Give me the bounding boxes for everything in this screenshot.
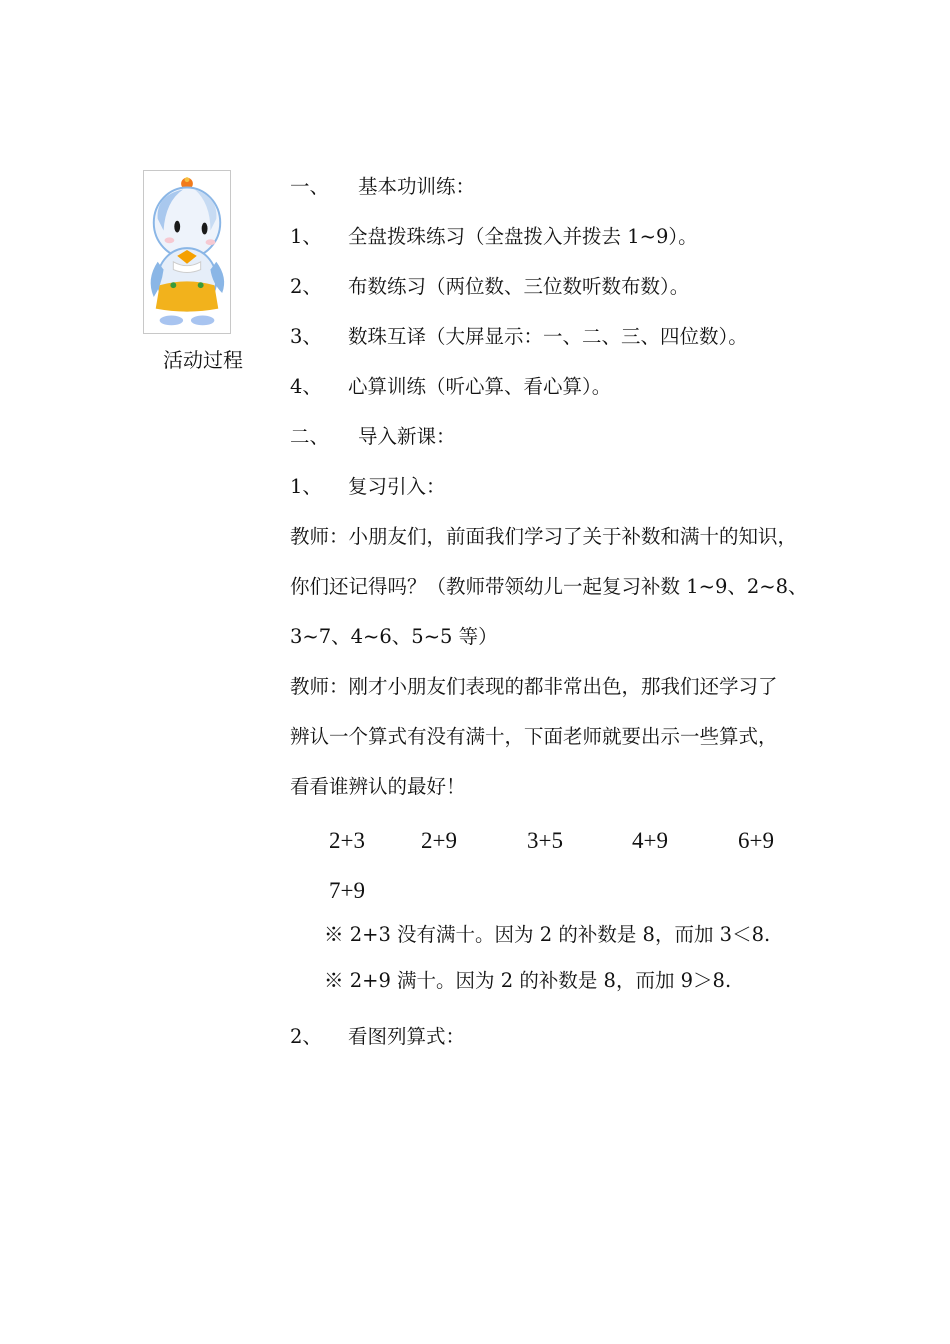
expression: 6+9 — [738, 828, 774, 853]
side-label: 活动过程 — [163, 348, 243, 372]
expression-row — [290, 870, 870, 920]
expression: 7+9 — [329, 878, 365, 903]
item-number: 2、 — [290, 275, 322, 298]
penguin-mascot-icon — [144, 171, 230, 333]
section-title: 导入新课： — [358, 425, 456, 448]
section-title: 基本功训练： — [358, 175, 476, 198]
teacher-paragraph-2 — [290, 670, 870, 820]
item-number: 3、 — [290, 325, 322, 348]
item-number: 1、 — [290, 475, 322, 498]
item-text: 数珠互译（大屏显示：一、二、三、四位数）。 — [348, 325, 748, 348]
section-number: 二、 — [290, 425, 330, 448]
section-number: 一、 — [290, 175, 330, 198]
note-line: ※ 2+3 没有满十。因为 2 的补数是 8，而加 3＜8. — [324, 923, 771, 946]
note-line: ※ 2+9 满十。因为 2 的补数是 8，而加 9＞8. — [324, 969, 732, 992]
list-item — [290, 270, 870, 320]
teacher-paragraph-1 — [290, 520, 870, 670]
expression: 4+9 — [632, 828, 668, 853]
expression: 3+5 — [527, 828, 563, 853]
subsection-heading-1 — [290, 470, 870, 520]
subsection-title: 看图列算式： — [348, 1025, 466, 1048]
list-item — [290, 370, 870, 420]
item-text: 全盘拨珠练习（全盘拨入并拨去 1~9）。 — [348, 225, 698, 248]
item-number: 4、 — [290, 375, 322, 398]
paragraph-line: 你们还记得吗？（教师带领幼儿一起复习补数 1~9、2~8、 — [290, 575, 808, 598]
paragraph-line: 看看谁辨认的最好！ — [290, 775, 466, 798]
item-number: 1、 — [290, 225, 322, 248]
expression: 2+9 — [421, 828, 457, 853]
section-heading-2 — [290, 420, 870, 470]
paragraph-line: 3~7、4~6、5~5 等） — [290, 625, 498, 648]
item-text: 布数练习（两位数、三位数听数布数）。 — [348, 275, 690, 298]
paragraph-line: 教师：刚才小朋友们表现的都非常出色，那我们还学习了 — [290, 675, 778, 698]
expression: 2+3 — [329, 828, 365, 853]
list-item — [290, 320, 870, 370]
mascot-image — [143, 170, 231, 334]
list-item — [290, 220, 870, 270]
section-heading-1 — [290, 170, 870, 220]
subsection-heading-2 — [290, 1020, 870, 1070]
paragraph-line: 辨认一个算式有没有满十，下面老师就要出示一些算式， — [290, 725, 778, 748]
expression-row — [290, 820, 870, 870]
subsection-title: 复习引入： — [348, 475, 446, 498]
item-number: 2、 — [290, 1025, 322, 1048]
lesson-content — [290, 170, 870, 1070]
item-text: 心算训练（听心算、看心算）。 — [348, 375, 612, 398]
paragraph-line: 教师：小朋友们，前面我们学习了关于补数和满十的知识， — [290, 525, 798, 548]
